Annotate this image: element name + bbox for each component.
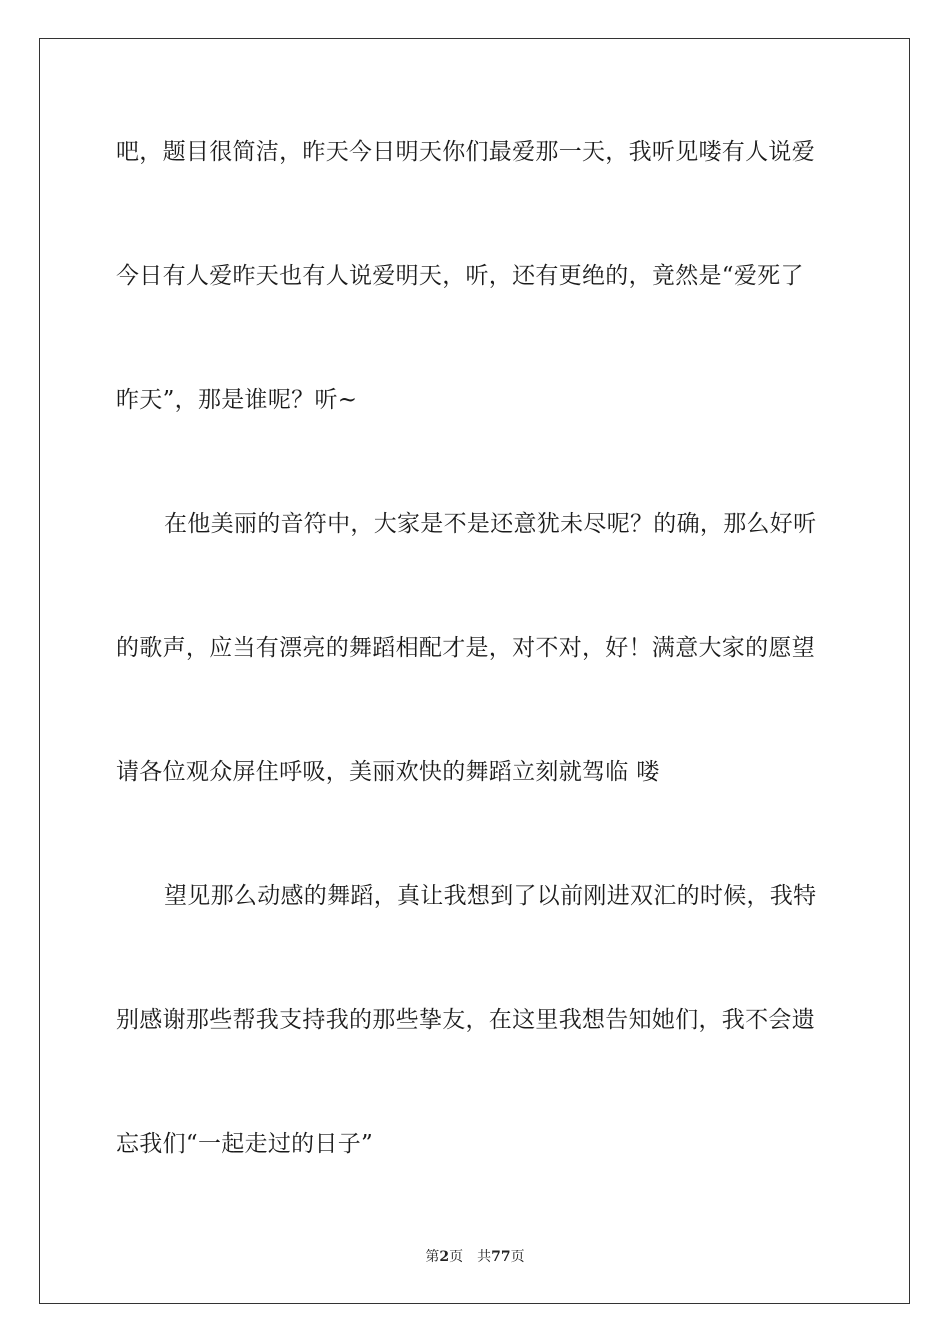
body-line-8: 别感谢那些帮我支持我的那些挚友，在这里我想告知她们，我不会遗 bbox=[116, 1007, 815, 1033]
page-footer bbox=[0, 1248, 950, 1266]
body-line-3: 昨天”，那是谁呢？听~ bbox=[116, 387, 358, 413]
total-prefix: 共 bbox=[477, 1249, 492, 1265]
page-suffix: 页 bbox=[449, 1249, 464, 1265]
page-prefix: 第 bbox=[425, 1249, 440, 1265]
body-line-1: 吧，题目很简洁，昨天今日明天你们最爱那一天，我听见喽有人说爱 bbox=[116, 139, 815, 165]
body-line-2: 今日有人爱昨天也有人说爱明天，听，还有更绝的，竟然是“爱死了 bbox=[116, 263, 804, 289]
page-border bbox=[39, 38, 910, 1304]
body-line-9: 忘我们“一起走过的日子” bbox=[116, 1131, 374, 1157]
total-pages: 77 bbox=[491, 1249, 511, 1265]
total-suffix: 页 bbox=[510, 1249, 525, 1265]
body-line-4: 在他美丽的音符中，大家是不是还意犹未尽呢？的确，那么好听 bbox=[164, 511, 817, 537]
page-number: 2 bbox=[439, 1249, 450, 1265]
body-line-5: 的歌声，应当有漂亮的舞蹈相配才是，对不对，好！满意大家的愿望 bbox=[116, 635, 815, 661]
body-line-6: 请各位观众屏住呼吸，美丽欢快的舞蹈立刻就驾临 喽 bbox=[116, 759, 660, 785]
body-line-7: 望见那么动感的舞蹈，真让我想到了以前刚进双汇的时候，我特 bbox=[164, 883, 817, 909]
